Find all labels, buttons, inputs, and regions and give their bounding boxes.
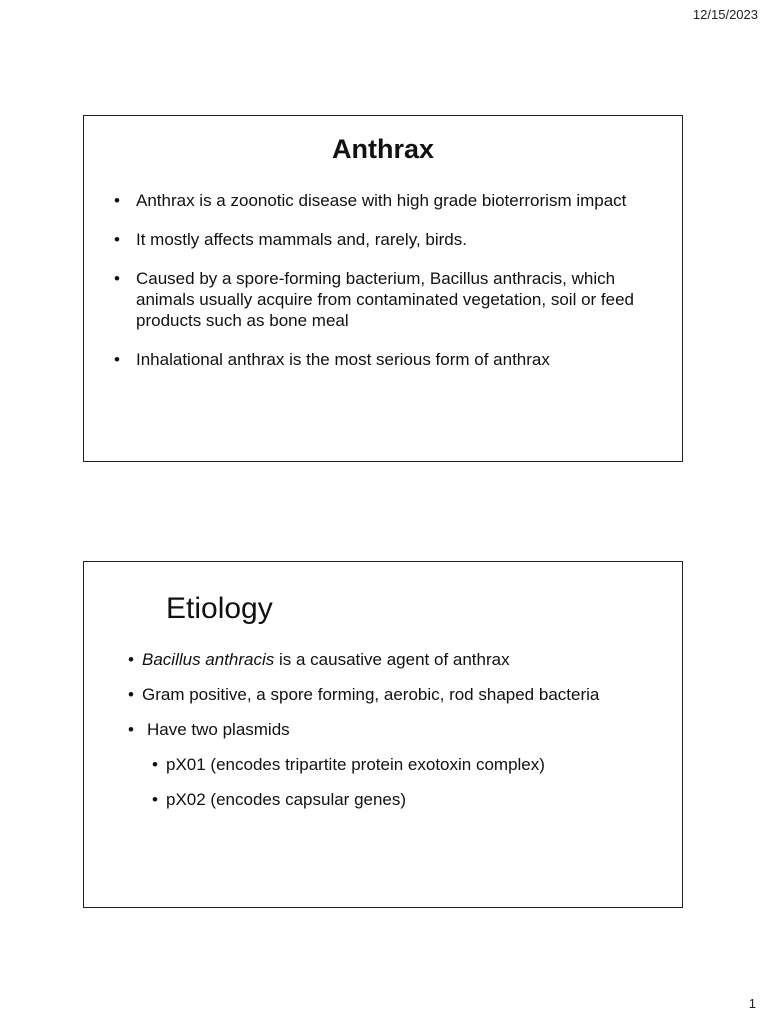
page-date: 12/15/2023 xyxy=(692,7,758,22)
slide-etiology xyxy=(83,561,683,908)
sub-bullet-item: • pX02 (encodes capsular genes) xyxy=(152,789,648,810)
bullet-list xyxy=(128,649,648,824)
slide-title: Anthrax xyxy=(331,134,434,164)
slide-title: Etiology xyxy=(166,592,273,625)
bullet-item: • Anthrax is a zoonotic disease with high grade bioterrorism impact xyxy=(114,190,654,211)
bullet-item: • Have two plasmids xyxy=(128,719,648,740)
bullet-item: • It mostly affects mammals and, rarely, birds. xyxy=(114,229,654,250)
sub-bullet-item: • pX01 (encodes tripartite protein exotoxin complex) xyxy=(152,754,648,775)
page-number: 1 xyxy=(748,996,756,1011)
species-name: Bacillus anthracis xyxy=(142,650,275,669)
bullet-item: • Caused by a spore-forming bacterium, Bacillus anthracis, which animals usually acquire from contaminated vegetation, soil or feed products such as bone meal xyxy=(114,268,654,331)
bullet-item: • Inhalational anthrax is the most serious form of anthrax xyxy=(114,349,654,370)
slide-anthrax xyxy=(83,115,683,462)
bullet-list xyxy=(114,190,654,388)
bullet-item: • Gram positive, a spore forming, aerobic, rod shaped bacteria xyxy=(128,684,648,705)
bullet-text: is a causative agent of anthrax xyxy=(274,650,510,669)
bullet-item xyxy=(128,649,648,670)
